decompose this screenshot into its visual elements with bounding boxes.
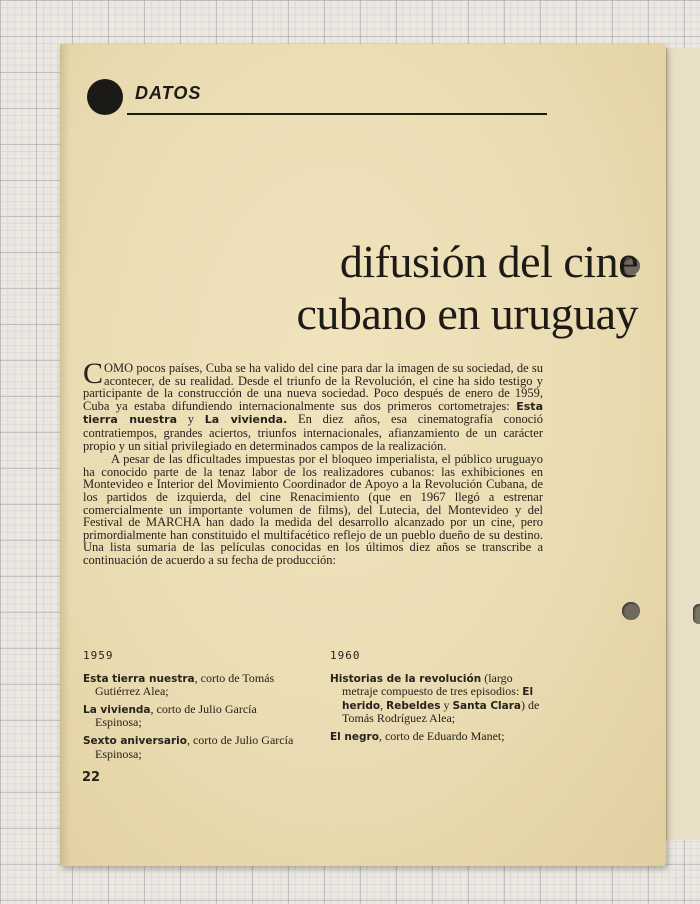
film-credit: , corto de Julio García Espinosa; xyxy=(95,701,257,730)
film-title-la-vivienda: La vivienda. xyxy=(204,413,288,427)
film-credit: , corto de Eduardo Manet; xyxy=(378,728,505,743)
page-number: 22 xyxy=(82,770,101,785)
film-credit: (largo metraje compuesto de tres episodios: xyxy=(342,670,523,699)
film-credit: , corto de Tomás Gutiérrez Alea; xyxy=(95,670,275,699)
next-page-edge xyxy=(666,48,700,840)
year-heading-1959: 1959 xyxy=(83,649,114,662)
film-credit: ) de Tomás Rodríguez Alea; xyxy=(342,697,540,726)
film-title: Esta tierra nuestra xyxy=(83,672,195,685)
article-body xyxy=(83,357,544,567)
section-bullet-icon xyxy=(87,79,123,115)
list-item xyxy=(83,734,295,760)
episode-title: Rebeldes xyxy=(386,699,441,712)
header-rule xyxy=(127,113,547,115)
list-item xyxy=(330,730,540,744)
list-item xyxy=(330,672,540,725)
next-page-punch-hole xyxy=(693,604,700,624)
film-list-1959 xyxy=(83,650,295,765)
paragraph-1 xyxy=(83,357,544,453)
episode-title: Santa Clara xyxy=(452,699,521,712)
list-item xyxy=(83,672,295,698)
drop-cap: C xyxy=(83,357,104,390)
film-title: El negro xyxy=(330,730,379,743)
film-title-esta-tierra: Esta tierra nuestra xyxy=(83,399,543,427)
paragraph-2: A pesar de las dficultades impuestas por el bloqueo imperialista, el público uruguayo ha conocido parte de la tenaz labor de los realizadores cubanos: las exhibiciones en Montevideo e Interior del Movimiento Coordinador de Apoyo a la Revolución Cubana, de los partidos de izquierda, del cine Renacimiento (que en 1967 llegó a estrenar comercialmente un importante volumen de films), del Lutecia, del Montevideo y del Festival de MARCHA han dado la medida del desarrollo alcanzado por un cine, pero primordialmente han constituido el multifacético reflejo de un pueblo dueño de su destino. Una lista sumaria de las películas conocidas en los últimos diez años se transcribe a continuación de acuerdo a su fecha de producción: xyxy=(83,452,543,567)
title-line-1: difusión del cine xyxy=(339,236,638,287)
year-heading-1960: 1960 xyxy=(330,649,361,662)
separator: y xyxy=(440,697,453,712)
film-title: Sexto aniversario xyxy=(83,734,187,747)
para1-and: y xyxy=(177,412,205,427)
para1-text-b: En diez años, esa cinematografía conoció contratiempos, grandes aciertos, triunfos internacionales, afianzamiento de un carácter propio y un sitial privilegiado en determinados campos de la realización. xyxy=(83,412,544,453)
para1-text-a: OMO pocos países, Cuba se ha valido del cine para dar la imagen de su sociedad, de su acontecer, de su realidad. Desde el triunfo de la Revolución, el cine ha sido testigo y participante de la construcción de una nueva sociedad. Poco después de enero de 1959, Cuba ya estaba difundiendo internacionalmente sus dos primeros cortometrajes: xyxy=(83,361,543,413)
punch-hole-bottom xyxy=(622,602,640,620)
article-title xyxy=(297,236,639,340)
section-label: DATOS xyxy=(135,83,202,103)
separator: , xyxy=(380,697,387,712)
section-header xyxy=(87,78,547,118)
film-credit: , corto de Julio García Espinosa; xyxy=(95,732,294,761)
film-list-1960 xyxy=(330,650,540,749)
title-line-2: cubano en uruguay xyxy=(296,288,638,339)
film-title: La vivienda xyxy=(83,703,151,716)
film-title: Historias de la revolución xyxy=(330,672,482,685)
list-item xyxy=(83,703,295,729)
episode-title: El herido xyxy=(342,686,534,712)
